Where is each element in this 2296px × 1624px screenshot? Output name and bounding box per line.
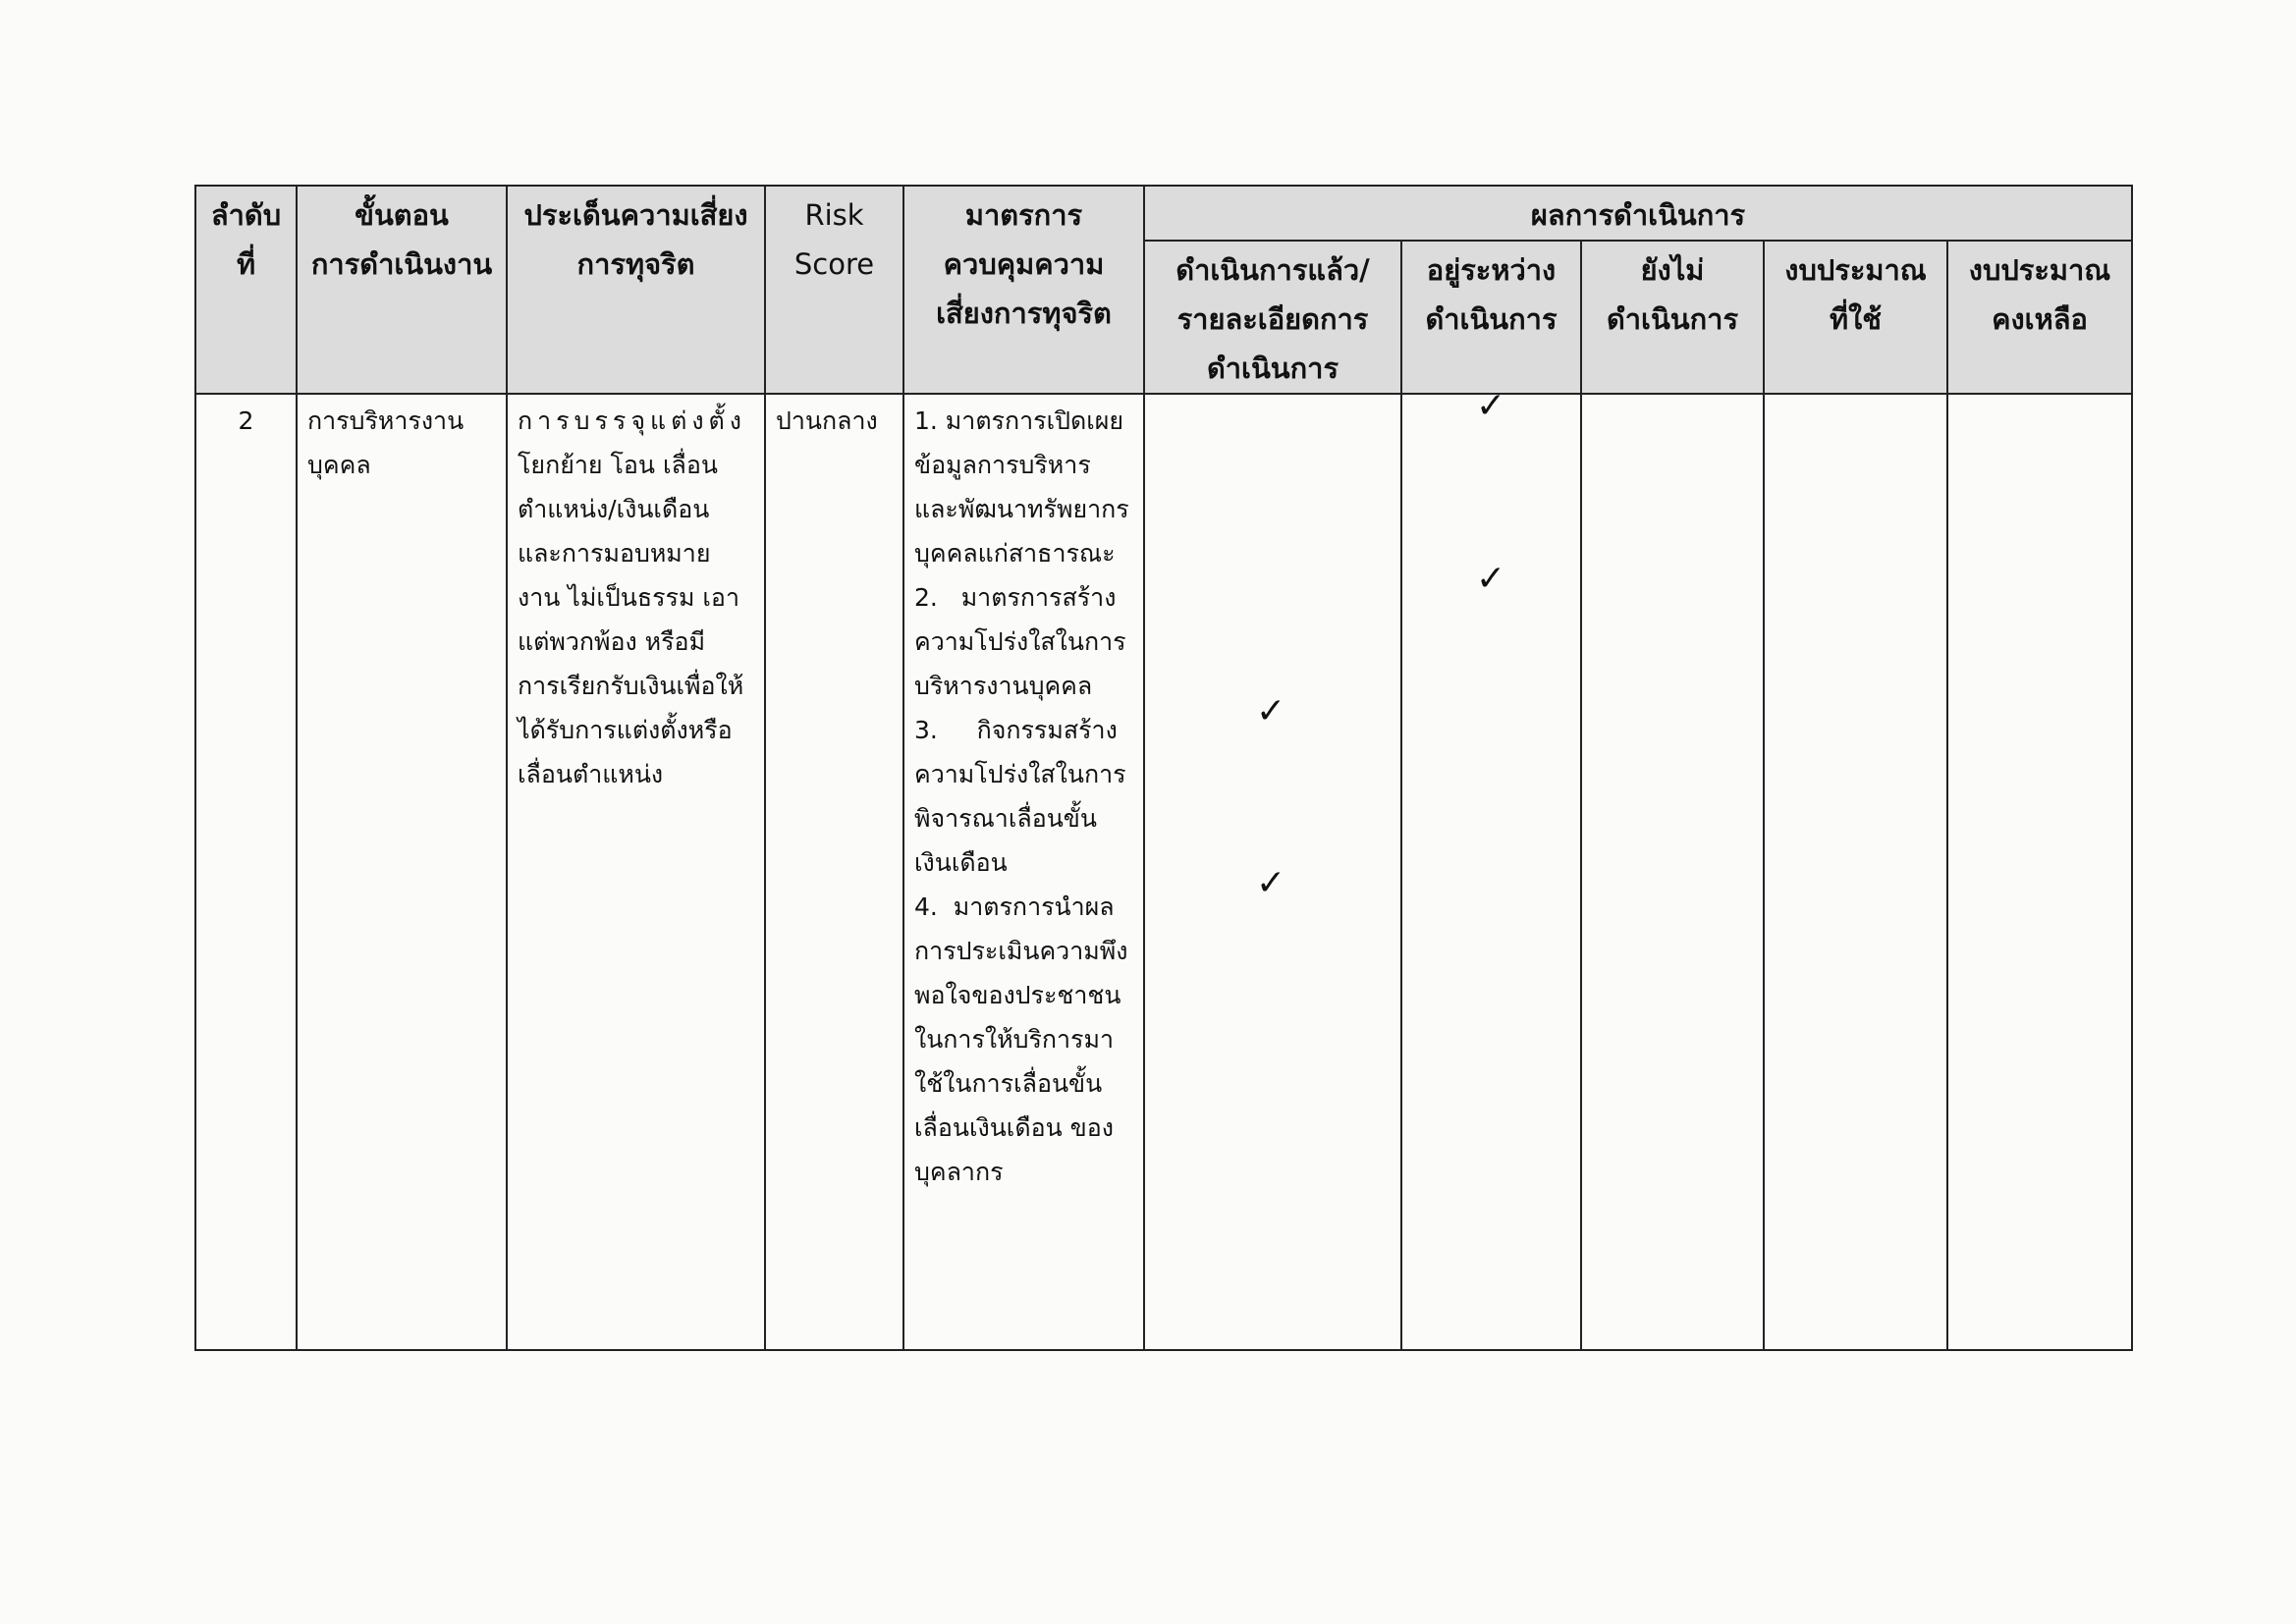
header-risk-issue: ประเด็นความเสี่ยง การทุจริต	[507, 186, 765, 394]
header-order: ลำดับ ที่	[195, 186, 297, 394]
measure-1: 1. มาตรการเปิดเผย ข้อมูลการบริหาร และพัฒนาทรัพยากร บุคคลแก่สาธารณะ	[914, 406, 1129, 568]
header-budget-used: งบประมาณ ที่ใช้	[1764, 241, 1947, 394]
header-process: ขั้นตอน การดำเนินงาน	[297, 186, 507, 394]
header-in-progress: อยู่ระหว่าง ดำเนินการ	[1401, 241, 1581, 394]
row-order: 2	[195, 394, 297, 1350]
header-done: ดำเนินการแล้ว/ รายละเอียดการ ดำเนินการ	[1144, 241, 1401, 394]
row-risk-score: ปานกลาง	[765, 394, 903, 1350]
header-result-group: ผลการดำเนินการ	[1144, 186, 2132, 241]
check-mark-icon: ✓	[1476, 559, 1506, 599]
header-measures: มาตรการ ควบคุมความ เสี่ยงการทุจริต	[903, 186, 1144, 394]
row-in-progress	[1401, 386, 1581, 1350]
check-mark-icon: ✓	[1256, 863, 1286, 903]
check-mark-icon: ✓	[1476, 386, 1506, 426]
measure-4: 4. มาตรการนำผล การประเมินความพึง พอใจของประชาชน ในการให้บริการมา ใช้ในการเลื่อนขั้น เลื่อนเงินเดือน ของ บุคลากร	[914, 893, 1128, 1186]
row-risk-issue: การบรรจุแต่งตั้ง โยกย้าย โอน เลื่อน ตำแหน่ง/เงินเดือน และการมอบหมาย งาน ไม่เป็นธรรม เอา แต่พวกพ้อง หรือมี การเรียกรับเงินเพื่อให้ ได้รับการแต่งตั้งหรือ เลื่อนตำแหน่ง	[507, 394, 765, 1350]
row-done	[1144, 394, 1401, 1350]
row-measures	[903, 394, 1144, 1350]
check-mark-icon: ✓	[1256, 691, 1286, 731]
header-budget-remaining: งบประมาณ คงเหลือ	[1947, 241, 2132, 394]
row-budget-remaining	[1947, 394, 2132, 1350]
measure-2: 2. มาตรการสร้าง ความโปร่งใสในการ บริหารงานบุคคล	[914, 583, 1126, 700]
table-row	[195, 394, 2132, 1350]
row-not-started	[1581, 394, 1764, 1350]
header-risk-score: Risk Score	[765, 186, 903, 394]
header-not-started: ยังไม่ ดำเนินการ	[1581, 241, 1764, 394]
measure-3: 3. กิจกรรมสร้าง ความโปร่งใสในการ พิจารณาเลื่อนขั้น เงินเดือน	[914, 716, 1126, 877]
row-budget-used	[1764, 394, 1947, 1350]
row-process: การบริหารงาน บุคคล	[297, 394, 507, 1350]
risk-control-table	[194, 185, 2133, 1351]
